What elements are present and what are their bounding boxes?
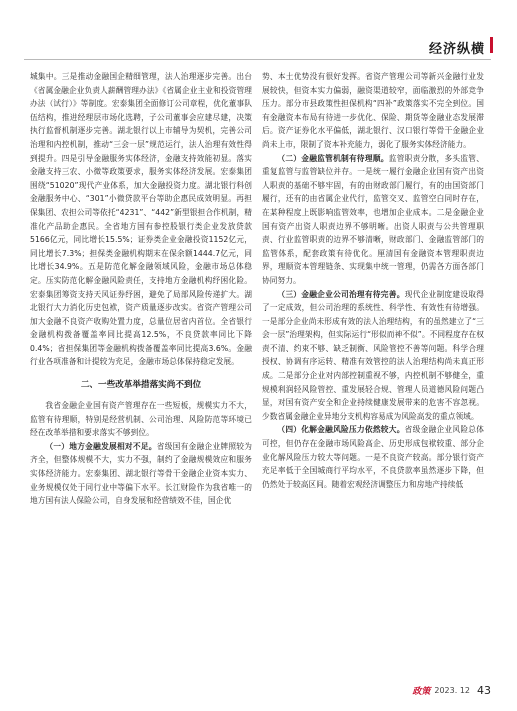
left-paragraph-3-body: 省级国有金融企业牌照较为齐全，但整体规模不大，实力不强，制约了金融规模效应和服务实体经济能力。宏泰集团、湖北银行等骨干金融企业资本实力、业务规模仅处于同行业中等偏下水平。长江财险作为我省唯一的地方国有法人保险公司，自身发展和经营绩效不佳，国企优 [30, 441, 253, 506]
right-paragraph-1: 势、本土优势没有很好发挥。省资产管理公司等新兴金融行业发展较快，但资本实力偏弱，融资渠道较窄，面临激烈的外部竞争压力。部分市县政策性担保机构“四补”政策落实不完全到位。国有金融资本布局有待进一步优化、保险、期货等金融业态发展滞后。资产证券化水平偏低，湖北银行、汉口银行等骨干金融企业尚未上市，限制了资本补充能力，弱化了服务实体经济能力。 [262, 72, 484, 149]
right-paragraph-2 [262, 152, 484, 288]
header-divider [24, 59, 491, 60]
magazine-brand: 政策 [412, 687, 431, 697]
subheading-4: （四）化解金融风险压力依然较大。 [277, 425, 405, 435]
issue-date: 2023. 12 [434, 686, 470, 695]
subheading-1: （一）地方金融发展相对不足。 [45, 441, 157, 451]
subheading-2: （二）金融监管机制有待理顺。 [277, 153, 389, 163]
page-footer [412, 684, 491, 697]
right-paragraph-3-body: 现代企业制度建设取得了一定成效，但公司治理的系统性、科学性、有效性有待增强。一是部分企业尚未形成有效的法人治理结构，有的虽然建立了“三会一层”治理架构，但实际运行“形似而神不似”。不同程度存在权责不清、约束不够、缺乏制衡、风险管控不善等问题。科学合理授权、协调有序运转、精准有效管控的法人治理结构尚未真正形成。二是部分企业对内部控制重视不够，内控机制不够健全，重规模利润轻风险管控、重发展轻合规、管理人员道德风险问题凸显，对国有资产安全和企业持续健康发展带来的危害不容忽视。少数省属金融企业异地分支机构容易成为风险高发的重点领域。 [262, 289, 484, 421]
header-accent-bar [490, 37, 493, 53]
left-paragraph-3 [30, 440, 252, 508]
right-column [262, 70, 484, 491]
left-column [30, 70, 252, 508]
section-header-title: 经济纵横 [428, 42, 485, 57]
subheading-3: （三）金融企业公司治理有待完善。 [277, 289, 405, 299]
right-paragraph-4-body: 省级金融企业风险总体可控，但仍存在金融市场风险高企、历史形成包袱较重、部分企业化解风险压力较大等问题。一是不良资产较高。部分银行资产充足率低于全国城商行平均水平，不良贷款率虽然逐步下降，但仍然处于较高区间。随着宏观经济调整压力和房地产持续低 [262, 425, 484, 489]
page-number: 43 [477, 684, 491, 697]
right-paragraph-2-body: 监管职责分散，多头监管、重复监管与监管缺位并存。一是统一履行金融企业国有资产出资人职责的基础不够牢固，有的由财政部门履行，有的由国资部门履行，还有的由省属企业代行，监管交叉、监管空白同时存在，在某种程度上既影响监管效率，也增加企业成本。二是金融企业国有资产出资人职责边界不够明晰。出资人职责与公共管理职责、行业监管职责的边界不够清晰，财政部门、金融监管部门的监管体系，配套政策有待优化。厘清国有金融资本管理职责边界，理顺资本管理链条、实现集中统一管理，仍需各方面各部门协同努力。 [262, 153, 485, 285]
left-paragraph-2: 我省金融企业国有资产管理存在一些短板，规模实力不大，监管有待理顺，特别是经营机制、公司治理、风险防范等环境已经在改革举措和要求落实不够到位。 [30, 401, 252, 438]
right-paragraph-4 [262, 423, 484, 491]
left-paragraph-1: 城集中。三是推动金融国企精细管理，法人治理逐步完善。出台《省属金融企业负责人薪酬管理办法》《省属企业主业和投资管理办法（试行）》等制度。宏泰集团全面修订公司章程，优化董事队伍结构，推进经理层市场化选聘，子公司董事会应建尽建，决策执行监督机制逐步完善。湖北银行以上市辅导为契机，完善公司治理和内控机制，推动“三会一层”规范运行，法人治理有效性得到提升。四是引导金融服务实体经济，金融支持效能初显。落实金融支持三农、小微等政策要求，服务实体经济发展。宏泰集团围绕“51020”现代产业体系，加大金融投资力度。湖北银行科创金融服务中心、“301”小微贷款平台等助企惠民成效明显。再担保集团、农担公司等依托“4231”、“442”新型银担合作机制，精准化产品助企惠民。全省地方国有参控股银行类企业发放贷款5166亿元，同比增长15.5%；证券类企业金融投资1152亿元，同比增长7.3%；担保类金融机构期末在保余额1444.7亿元，同比增长34.9%。五是防范化解金融领域风险，金融市场总体稳定。压实防范化解金融风险责任，支持地方金融机构纾困化险。宏泰集团筹资支持天风证券纾困，避免了局部风险传递扩大。湖北银行大力消化历史包袱，资产质量逐步改实。省资产管理公司加大金融不良资产收购处置力度，总量位居省内首位。全省银行金融机构拨备覆盖率同比提高12.5%，不良贷款率同比下降0.4%；省担保集团等金融机构拨备覆盖率同比提高3.6%。金融行业各项准备和计提较为充足，金融市场总体保持稳定发展。 [30, 72, 252, 367]
right-paragraph-3 [262, 288, 484, 424]
section-heading: 二、一些改革举措落实尚不到位 [80, 380, 202, 391]
